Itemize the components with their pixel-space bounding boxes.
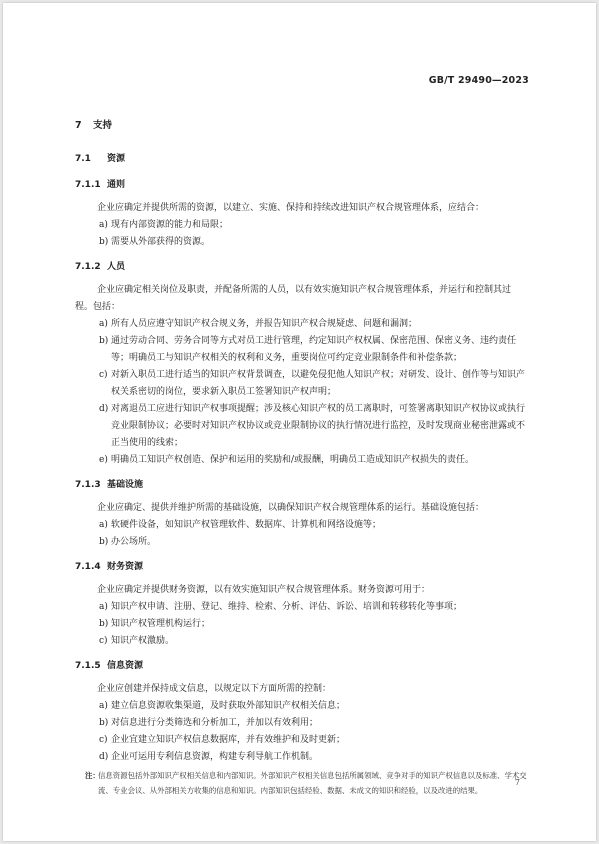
- heading-title: 基础设施: [107, 480, 144, 490]
- heading-number: 7.1.2: [75, 262, 101, 272]
- page-content: [75, 117, 527, 798]
- item-text: 知识产权管理机构运行；: [111, 619, 211, 629]
- item-text: 建立信息资源收集渠道，及时获取外部知识产权相关信息；: [111, 701, 346, 711]
- page-number: 7: [514, 778, 520, 787]
- item-label: a): [99, 220, 108, 230]
- clause-list: [75, 517, 527, 551]
- item-label: a): [99, 602, 108, 612]
- item-label: a): [99, 701, 108, 711]
- item-label: b): [99, 619, 109, 629]
- item-text: 软硬件设备，如知识产权管理软件、数据库、计算机和网络设施等；: [111, 520, 382, 530]
- clause-heading-7-1-2: [75, 259, 527, 272]
- item-text: 现有内部资源的能力和局限；: [111, 220, 229, 230]
- item-label: c): [99, 735, 108, 745]
- heading-number: 7.1.4: [75, 562, 101, 572]
- heading-number: 7.1: [75, 154, 91, 164]
- list-item: [75, 534, 527, 551]
- clause-intro: 企业应确定并提供财务资源，以有效实施知识产权合规管理体系。财务资源可用于：: [97, 585, 431, 595]
- subsection-heading-7-1: [75, 151, 527, 164]
- item-label: c): [99, 370, 108, 380]
- heading-number: 7.1.1: [75, 180, 101, 190]
- list-item: [75, 401, 527, 452]
- note-text: 信息资源包括外部知识产权相关信息和内部知识。外部知识产权相关信息包括所属领域、竞争对手的知识产权信息以及标准、学术交流、专业会议、从外部相关方收集的信息和知识。内部知识包括经验、数据、未成文的知识和经验，以及改进的结果。: [98, 771, 527, 795]
- item-text: 对离退员工应进行知识产权事项提醒；涉及核心知识产权的员工离职时，可签署离职知识产权协议或执行竞业限制协议；必要时对知识产权协议或竞业限制协议的执行情况进行监控，及时发现商业秘密泄露或不正当使用的线索；: [111, 404, 526, 448]
- section-title: 支持: [93, 120, 113, 131]
- heading-title: 信息资源: [107, 661, 144, 671]
- item-label: a): [99, 319, 108, 329]
- section-heading: [75, 117, 527, 131]
- list-item: [75, 217, 527, 234]
- item-text: 通过劳动合同、劳务合同等方式对员工进行管理，约定知识产权权属、保密范围、保密义务、违约责任等；明确员工与知识产权相关的权利和义务，重要岗位可约定竞业限制条件和补偿条款；: [111, 336, 517, 363]
- section-number: 7: [75, 120, 82, 131]
- heading-title: 人员: [107, 262, 126, 272]
- clause-intro: 企业应创建并保持成文信息，以规定以下方面所需的控制：: [97, 684, 332, 694]
- note-label: 注：: [85, 771, 100, 780]
- heading-number: 7.1.3: [75, 480, 101, 490]
- item-label: e): [99, 455, 108, 465]
- item-text: 所有人员应遵守知识产权合规义务，并报告知识产权合规疑虑、问题和漏洞；: [111, 319, 418, 329]
- list-item: [75, 749, 527, 766]
- list-item: [75, 367, 527, 401]
- list-item: [75, 452, 527, 469]
- clause-list: [75, 316, 527, 469]
- heading-title: 财务资源: [107, 562, 144, 572]
- item-text: 知识产权激励。: [111, 636, 175, 646]
- item-label: b): [99, 336, 109, 346]
- clause-list: [75, 698, 527, 766]
- list-item: [75, 316, 527, 333]
- document-page: [3, 3, 596, 841]
- item-label: d): [99, 752, 109, 762]
- clause-note: [75, 768, 527, 798]
- clause-list: [75, 599, 527, 650]
- standard-code: GB/T 29490—2023: [428, 75, 529, 86]
- list-item: [75, 633, 527, 650]
- item-label: c): [99, 636, 108, 646]
- item-label: d): [99, 404, 109, 414]
- clause-intro: 企业应确定并提供所需的资源，以建立、实施、保持和持续改进知识产权合规管理体系，应结合：: [97, 203, 485, 213]
- clause-heading-7-1-5: [75, 658, 527, 671]
- heading-title: 通则: [107, 180, 126, 190]
- clause-intro: 企业应确定相关岗位及职责，并配备所需的人员，以有效实施知识产权合规管理体系，并运行和控制其过程。包括：: [75, 285, 512, 312]
- heading-title: 资源: [107, 154, 126, 164]
- list-item: [75, 616, 527, 633]
- item-label: b): [99, 718, 109, 728]
- list-item: [75, 715, 527, 732]
- item-text: 对新入职员工进行适当的知识产权背景调查，以避免侵犯他人知识产权；对研发、设计、创作等与知识产权关系密切的岗位，要求新入职员工签署知识产权声明；: [111, 370, 526, 397]
- item-text: 办公场所。: [111, 537, 157, 547]
- clause-heading-7-1-4: [75, 559, 527, 572]
- item-label: b): [99, 237, 109, 247]
- item-text: 企业宜建立知识产权信息数据库，并有效维护和及时更新；: [111, 735, 346, 745]
- list-item: [75, 599, 527, 616]
- clause-heading-7-1-1: [75, 177, 527, 190]
- item-text: 对信息进行分类筛选和分析加工，并加以有效利用；: [111, 718, 319, 728]
- item-text: 知识产权申请、注册、登记、维持、检索、分析、评估、诉讼、培训和转移转化等事项；: [111, 602, 463, 612]
- list-item: [75, 732, 527, 749]
- heading-number: 7.1.5: [75, 661, 101, 671]
- item-label: b): [99, 537, 109, 547]
- item-text: 企业可运用专利信息资源，构建专利导航工作机制。: [111, 752, 319, 762]
- item-text: 需要从外部获得的资源。: [111, 237, 211, 247]
- clause-heading-7-1-3: [75, 477, 527, 490]
- item-text: 明确员工知识产权创造、保护和运用的奖励和/或报酬，明确员工造成知识产权损失的责任。: [111, 455, 475, 465]
- list-item: [75, 698, 527, 715]
- item-label: a): [99, 520, 108, 530]
- list-item: [75, 333, 527, 367]
- list-item: [75, 234, 527, 251]
- list-item: [75, 517, 527, 534]
- clause-intro: 企业应确定、提供并维护所需的基础设施，以确保知识产权合规管理体系的运行。基础设施包括：: [97, 503, 485, 513]
- clause-list: [75, 217, 527, 251]
